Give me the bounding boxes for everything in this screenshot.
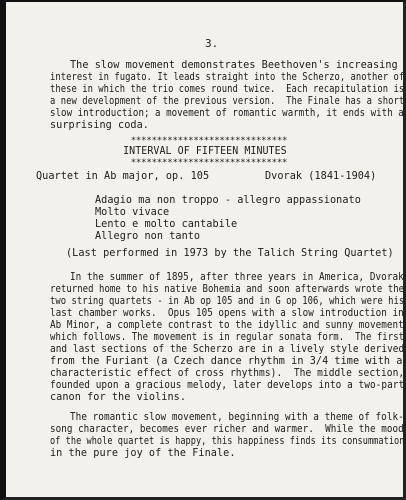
- body-line: canon for the violins.: [50, 392, 187, 403]
- body-line: characteristic effect of cross rhythms). The middle section,: [50, 368, 405, 379]
- body-line: and last sections of the Scherzo are in a lively style derived: [50, 344, 405, 355]
- interval-title: INTERVAL OF FIFTEEN MINUTES: [123, 146, 287, 157]
- movement-item: Lento e molto cantabile: [95, 219, 238, 230]
- interval-stars-top: ******************************: [130, 136, 288, 146]
- body-line: last chamber works. Opus 105 opens with a slow introduction in: [50, 308, 404, 319]
- intro-line: interest in fugato. It leads straight into the Scherzo, another of: [50, 72, 405, 83]
- intro-line: a new development of the previous version. The Finale has a short: [50, 96, 405, 107]
- final-line: song character, becomes ever richer and warmer. While the mood: [50, 424, 404, 435]
- body-line: founded upon a gracious melody, later develops into a two-part: [50, 380, 405, 391]
- work-title: Quartet in Ab major, op. 105: [36, 171, 210, 182]
- movement-item: Adagio ma non troppo - allegro appassionato: [95, 195, 361, 206]
- intro-line: these in which the trio comes round twice. Each recapitulation is: [50, 84, 405, 95]
- body-line: Ab Minor, a complete contrast to the idyllic and sunny movement: [50, 320, 404, 331]
- interval-stars-bottom: ******************************: [130, 158, 288, 168]
- body-line: two string quartets - in Ab op 105 and in G op 106, which were his: [50, 296, 405, 307]
- work-composer: Dvorak (1841-1904): [265, 171, 377, 182]
- body-line: which follows. The movement is in regular sonata form. The first: [50, 332, 405, 343]
- movement-item: Allegro non tanto: [95, 231, 201, 242]
- body-line: returned home to his native Bohemia and soon afterwards wrote the: [50, 284, 405, 295]
- final-line: of the whole quartet is happy, this happiness finds its consummation: [50, 436, 405, 447]
- intro-line: The slow movement demonstrates Beethoven's increasing: [70, 60, 398, 71]
- intro-line: slow introduction; a movement of romantic warmth, it ends with a: [50, 108, 404, 119]
- page-number: 3.: [205, 37, 219, 50]
- last-performed-note: (Last performed in 1973 by the Talich String Quartet): [66, 248, 394, 259]
- movement-item: Molto vivace: [95, 207, 170, 218]
- body-line: In the summer of 1895, after three years in America, Dvorak: [70, 272, 404, 283]
- final-line: in the pure joy of the Finale.: [50, 448, 236, 459]
- intro-line: surprising coda.: [50, 120, 149, 131]
- final-line: The romantic slow movement, beginning with a theme of folk-: [70, 412, 404, 423]
- body-line: from the Furiant (a Czech dance rhythm in 3/4 time with a: [50, 356, 403, 367]
